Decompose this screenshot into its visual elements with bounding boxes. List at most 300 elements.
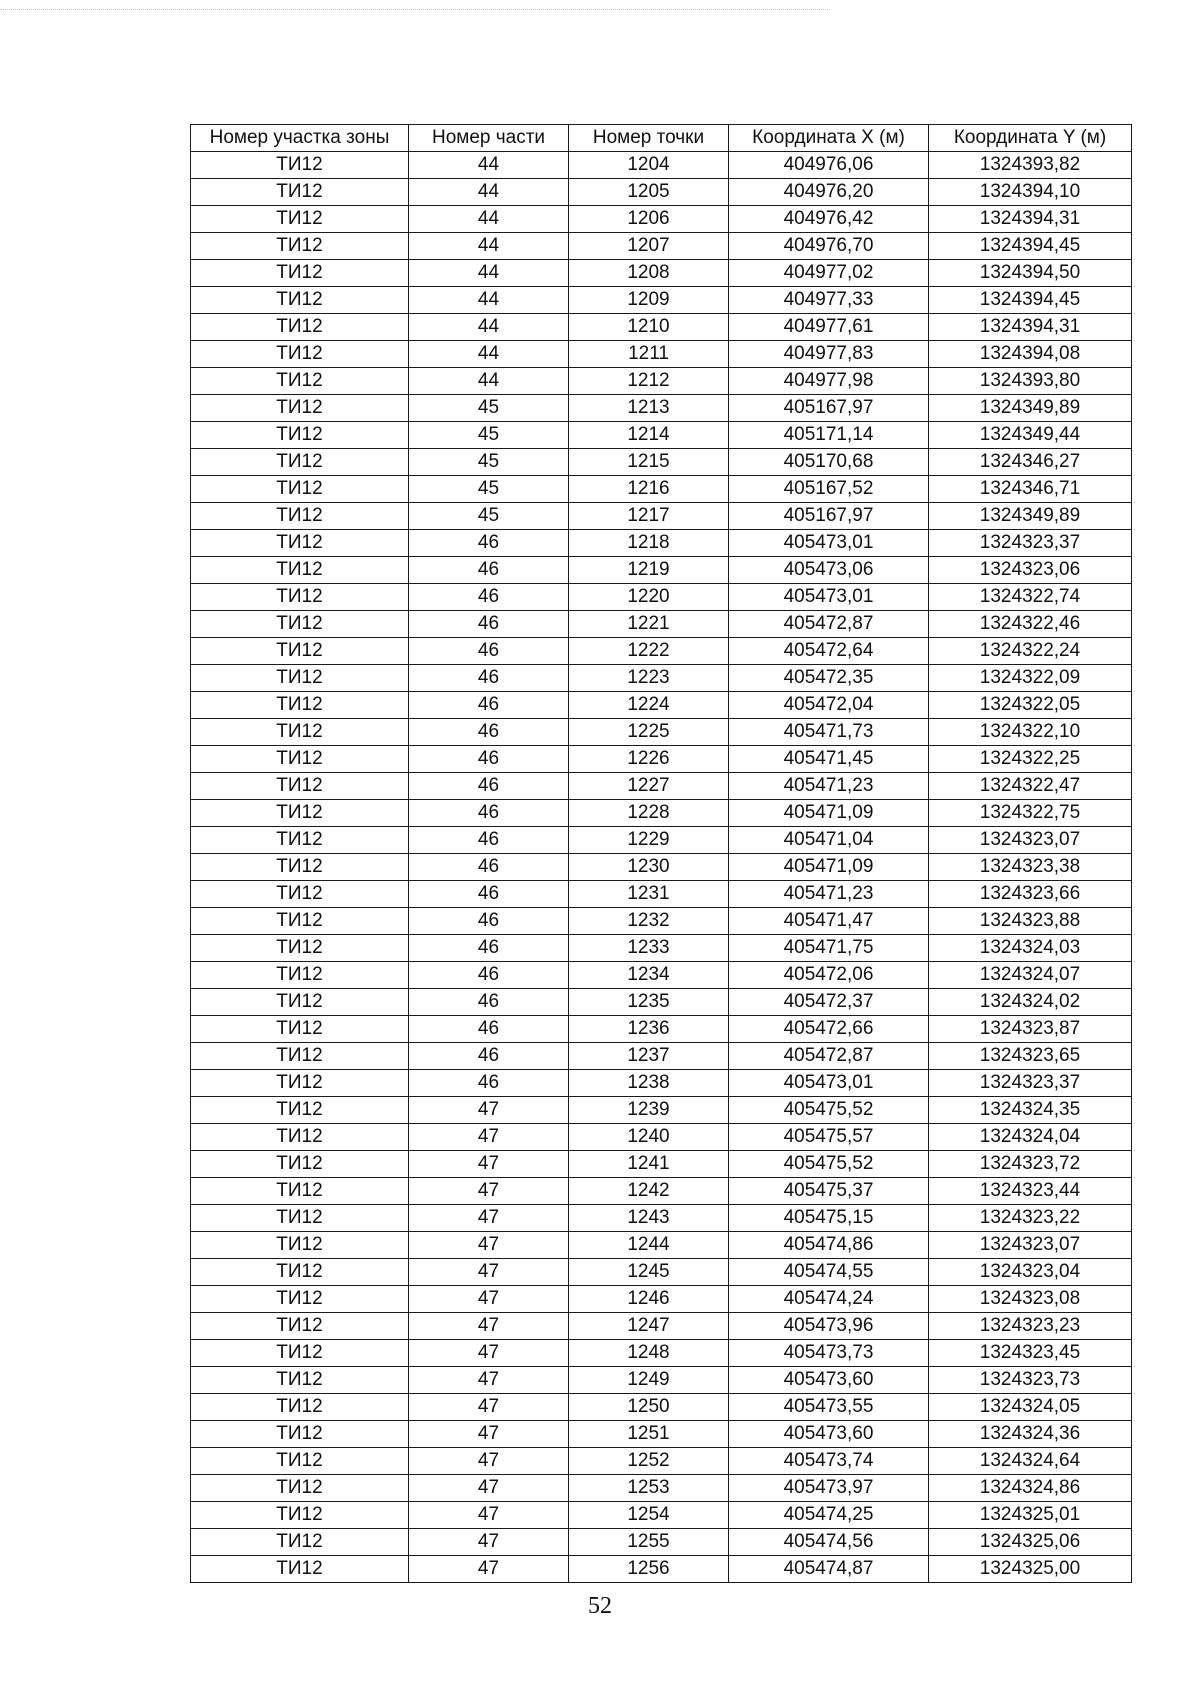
cell-point-number: 1245	[569, 1259, 729, 1286]
table-row	[191, 1556, 1132, 1583]
cell-coordinate-x: 404977,83	[729, 341, 929, 368]
cell-part-number: 46	[409, 800, 569, 827]
cell-coordinate-y: 1324323,66	[929, 881, 1132, 908]
cell-coordinate-x: 405475,37	[729, 1178, 929, 1205]
cell-zone-section: ТИ12	[191, 449, 409, 476]
cell-part-number: 44	[409, 152, 569, 179]
header-point-number: Номер точки	[569, 125, 729, 152]
cell-part-number: 47	[409, 1421, 569, 1448]
table-row	[191, 395, 1132, 422]
table-row	[191, 908, 1132, 935]
cell-coordinate-y: 1324322,05	[929, 692, 1132, 719]
cell-coordinate-y: 1324323,38	[929, 854, 1132, 881]
cell-coordinate-x: 405475,52	[729, 1151, 929, 1178]
cell-zone-section: ТИ12	[191, 1394, 409, 1421]
cell-part-number: 44	[409, 179, 569, 206]
table-body	[191, 152, 1132, 1583]
cell-zone-section: ТИ12	[191, 1556, 409, 1583]
cell-coordinate-y: 1324394,50	[929, 260, 1132, 287]
cell-point-number: 1209	[569, 287, 729, 314]
cell-zone-section: ТИ12	[191, 395, 409, 422]
cell-zone-section: ТИ12	[191, 476, 409, 503]
cell-point-number: 1204	[569, 152, 729, 179]
table-row	[191, 1016, 1132, 1043]
cell-point-number: 1253	[569, 1475, 729, 1502]
cell-zone-section: ТИ12	[191, 422, 409, 449]
cell-coordinate-y: 1324346,71	[929, 476, 1132, 503]
cell-coordinate-y: 1324323,87	[929, 1016, 1132, 1043]
cell-zone-section: ТИ12	[191, 827, 409, 854]
cell-coordinate-x: 405167,97	[729, 395, 929, 422]
cell-coordinate-y: 1324325,06	[929, 1529, 1132, 1556]
cell-coordinate-y: 1324323,08	[929, 1286, 1132, 1313]
cell-coordinate-y: 1324394,31	[929, 314, 1132, 341]
cell-point-number: 1219	[569, 557, 729, 584]
cell-coordinate-x: 405474,56	[729, 1529, 929, 1556]
cell-part-number: 46	[409, 611, 569, 638]
cell-coordinate-x: 405473,01	[729, 584, 929, 611]
cell-coordinate-y: 1324349,44	[929, 422, 1132, 449]
table-row	[191, 1286, 1132, 1313]
cell-coordinate-y: 1324324,05	[929, 1394, 1132, 1421]
cell-coordinate-x: 405471,09	[729, 854, 929, 881]
cell-zone-section: ТИ12	[191, 260, 409, 287]
cell-coordinate-y: 1324324,35	[929, 1097, 1132, 1124]
cell-part-number: 45	[409, 476, 569, 503]
cell-coordinate-x: 405471,45	[729, 746, 929, 773]
cell-coordinate-x: 405474,55	[729, 1259, 929, 1286]
cell-coordinate-x: 405473,06	[729, 557, 929, 584]
cell-point-number: 1256	[569, 1556, 729, 1583]
cell-zone-section: ТИ12	[191, 611, 409, 638]
cell-point-number: 1233	[569, 935, 729, 962]
cell-coordinate-y: 1324322,24	[929, 638, 1132, 665]
table-row	[191, 584, 1132, 611]
cell-coordinate-x: 405473,97	[729, 1475, 929, 1502]
cell-part-number: 47	[409, 1097, 569, 1124]
cell-zone-section: ТИ12	[191, 1367, 409, 1394]
cell-coordinate-x: 405475,15	[729, 1205, 929, 1232]
table-row	[191, 1070, 1132, 1097]
cell-point-number: 1244	[569, 1232, 729, 1259]
cell-part-number: 47	[409, 1529, 569, 1556]
cell-coordinate-y: 1324349,89	[929, 503, 1132, 530]
cell-coordinate-x: 405473,60	[729, 1367, 929, 1394]
cell-point-number: 1250	[569, 1394, 729, 1421]
cell-part-number: 46	[409, 773, 569, 800]
cell-coordinate-x: 405171,14	[729, 422, 929, 449]
cell-point-number: 1229	[569, 827, 729, 854]
cell-point-number: 1234	[569, 962, 729, 989]
cell-coordinate-y: 1324322,75	[929, 800, 1132, 827]
cell-point-number: 1239	[569, 1097, 729, 1124]
cell-zone-section: ТИ12	[191, 665, 409, 692]
table-row	[191, 260, 1132, 287]
table-row	[191, 692, 1132, 719]
cell-point-number: 1238	[569, 1070, 729, 1097]
table-row	[191, 638, 1132, 665]
page-number: 52	[588, 1593, 612, 1619]
table-row	[191, 287, 1132, 314]
cell-zone-section: ТИ12	[191, 854, 409, 881]
cell-part-number: 47	[409, 1448, 569, 1475]
table-row	[191, 962, 1132, 989]
cell-coordinate-x: 405473,01	[729, 1070, 929, 1097]
cell-coordinate-x: 405474,86	[729, 1232, 929, 1259]
cell-coordinate-x: 404977,33	[729, 287, 929, 314]
cell-part-number: 45	[409, 422, 569, 449]
cell-zone-section: ТИ12	[191, 584, 409, 611]
cell-point-number: 1208	[569, 260, 729, 287]
cell-coordinate-y: 1324323,06	[929, 557, 1132, 584]
cell-coordinate-y: 1324322,25	[929, 746, 1132, 773]
cell-coordinate-y: 1324325,00	[929, 1556, 1132, 1583]
cell-part-number: 46	[409, 1016, 569, 1043]
header-row	[191, 125, 1132, 152]
table-row	[191, 611, 1132, 638]
cell-coordinate-y: 1324323,72	[929, 1151, 1132, 1178]
cell-part-number: 47	[409, 1313, 569, 1340]
header-coordinate-x: Координата X (м)	[729, 125, 929, 152]
table-row	[191, 422, 1132, 449]
cell-point-number: 1220	[569, 584, 729, 611]
cell-point-number: 1243	[569, 1205, 729, 1232]
cell-coordinate-y: 1324322,10	[929, 719, 1132, 746]
table-row	[191, 1205, 1132, 1232]
cell-point-number: 1227	[569, 773, 729, 800]
cell-part-number: 47	[409, 1475, 569, 1502]
cell-coordinate-y: 1324323,07	[929, 827, 1132, 854]
cell-point-number: 1226	[569, 746, 729, 773]
cell-zone-section: ТИ12	[191, 1070, 409, 1097]
cell-point-number: 1215	[569, 449, 729, 476]
cell-point-number: 1242	[569, 1178, 729, 1205]
cell-coordinate-y: 1324324,03	[929, 935, 1132, 962]
cell-point-number: 1230	[569, 854, 729, 881]
cell-part-number: 44	[409, 314, 569, 341]
cell-part-number: 46	[409, 530, 569, 557]
cell-part-number: 44	[409, 287, 569, 314]
cell-coordinate-x: 404976,42	[729, 206, 929, 233]
cell-coordinate-x: 404976,70	[729, 233, 929, 260]
cell-coordinate-y: 1324324,07	[929, 962, 1132, 989]
cell-zone-section: ТИ12	[191, 800, 409, 827]
cell-zone-section: ТИ12	[191, 1232, 409, 1259]
table-row	[191, 881, 1132, 908]
cell-part-number: 46	[409, 719, 569, 746]
cell-coordinate-x: 405472,87	[729, 1043, 929, 1070]
cell-zone-section: ТИ12	[191, 1340, 409, 1367]
cell-part-number: 46	[409, 584, 569, 611]
table-row	[191, 1232, 1132, 1259]
cell-zone-section: ТИ12	[191, 1475, 409, 1502]
cell-point-number: 1214	[569, 422, 729, 449]
cell-point-number: 1236	[569, 1016, 729, 1043]
cell-coordinate-y: 1324324,64	[929, 1448, 1132, 1475]
cell-point-number: 1225	[569, 719, 729, 746]
cell-zone-section: ТИ12	[191, 746, 409, 773]
cell-part-number: 46	[409, 827, 569, 854]
cell-part-number: 46	[409, 989, 569, 1016]
cell-point-number: 1240	[569, 1124, 729, 1151]
cell-coordinate-x: 405471,09	[729, 800, 929, 827]
cell-zone-section: ТИ12	[191, 1097, 409, 1124]
cell-coordinate-y: 1324393,82	[929, 152, 1132, 179]
table-row	[191, 746, 1132, 773]
cell-part-number: 47	[409, 1340, 569, 1367]
cell-part-number: 46	[409, 638, 569, 665]
cell-point-number: 1241	[569, 1151, 729, 1178]
cell-part-number: 47	[409, 1232, 569, 1259]
table-row	[191, 1502, 1132, 1529]
table-row	[191, 719, 1132, 746]
cell-coordinate-x: 405473,60	[729, 1421, 929, 1448]
cell-zone-section: ТИ12	[191, 692, 409, 719]
table-row	[191, 476, 1132, 503]
cell-point-number: 1249	[569, 1367, 729, 1394]
cell-coordinate-y: 1324323,23	[929, 1313, 1132, 1340]
cell-part-number: 46	[409, 962, 569, 989]
cell-part-number: 46	[409, 935, 569, 962]
cell-coordinate-x: 405474,24	[729, 1286, 929, 1313]
table-row	[191, 368, 1132, 395]
cell-zone-section: ТИ12	[191, 1124, 409, 1151]
table-row	[191, 206, 1132, 233]
cell-part-number: 47	[409, 1205, 569, 1232]
header-zone-section: Номер участка зоны	[191, 125, 409, 152]
cell-coordinate-x: 405471,73	[729, 719, 929, 746]
coordinates-table	[190, 124, 1132, 1583]
cell-coordinate-x: 404977,02	[729, 260, 929, 287]
cell-part-number: 47	[409, 1178, 569, 1205]
cell-coordinate-x: 405475,52	[729, 1097, 929, 1124]
cell-part-number: 44	[409, 368, 569, 395]
cell-zone-section: ТИ12	[191, 1151, 409, 1178]
cell-coordinate-x: 405473,74	[729, 1448, 929, 1475]
cell-point-number: 1221	[569, 611, 729, 638]
table-row	[191, 557, 1132, 584]
cell-coordinate-y: 1324323,65	[929, 1043, 1132, 1070]
cell-point-number: 1237	[569, 1043, 729, 1070]
cell-zone-section: ТИ12	[191, 287, 409, 314]
cell-point-number: 1223	[569, 665, 729, 692]
cell-part-number: 46	[409, 1070, 569, 1097]
table-row	[191, 827, 1132, 854]
cell-part-number: 46	[409, 746, 569, 773]
cell-coordinate-y: 1324394,45	[929, 287, 1132, 314]
cell-point-number: 1222	[569, 638, 729, 665]
cell-zone-section: ТИ12	[191, 638, 409, 665]
cell-coordinate-x: 405472,35	[729, 665, 929, 692]
table-row	[191, 1124, 1132, 1151]
cell-coordinate-x: 405472,64	[729, 638, 929, 665]
cell-zone-section: ТИ12	[191, 881, 409, 908]
cell-zone-section: ТИ12	[191, 935, 409, 962]
cell-coordinate-x: 405472,04	[729, 692, 929, 719]
cell-point-number: 1224	[569, 692, 729, 719]
cell-coordinate-x: 405167,97	[729, 503, 929, 530]
cell-coordinate-y: 1324323,07	[929, 1232, 1132, 1259]
table-row	[191, 1475, 1132, 1502]
cell-point-number: 1228	[569, 800, 729, 827]
cell-part-number: 46	[409, 557, 569, 584]
cell-zone-section: ТИ12	[191, 557, 409, 584]
cell-coordinate-y: 1324323,44	[929, 1178, 1132, 1205]
cell-point-number: 1247	[569, 1313, 729, 1340]
cell-coordinate-x: 405471,47	[729, 908, 929, 935]
cell-zone-section: ТИ12	[191, 1421, 409, 1448]
cell-coordinate-x: 405471,23	[729, 881, 929, 908]
cell-zone-section: ТИ12	[191, 1178, 409, 1205]
cell-coordinate-y: 1324324,02	[929, 989, 1132, 1016]
cell-coordinate-y: 1324324,04	[929, 1124, 1132, 1151]
header-coordinate-y: Координата Y (м)	[929, 125, 1132, 152]
cell-point-number: 1212	[569, 368, 729, 395]
table-row	[191, 989, 1132, 1016]
cell-part-number: 46	[409, 854, 569, 881]
cell-coordinate-y: 1324394,45	[929, 233, 1132, 260]
cell-zone-section: ТИ12	[191, 1259, 409, 1286]
cell-zone-section: ТИ12	[191, 1529, 409, 1556]
table-row	[191, 1097, 1132, 1124]
cell-zone-section: ТИ12	[191, 773, 409, 800]
table-row	[191, 449, 1132, 476]
cell-coordinate-x: 405474,25	[729, 1502, 929, 1529]
table-row	[191, 341, 1132, 368]
cell-coordinate-x: 405472,66	[729, 1016, 929, 1043]
cell-coordinate-y: 1324346,27	[929, 449, 1132, 476]
cell-zone-section: ТИ12	[191, 314, 409, 341]
cell-point-number: 1251	[569, 1421, 729, 1448]
table-row	[191, 1367, 1132, 1394]
cell-zone-section: ТИ12	[191, 1448, 409, 1475]
cell-point-number: 1217	[569, 503, 729, 530]
table-row	[191, 773, 1132, 800]
cell-point-number: 1232	[569, 908, 729, 935]
cell-coordinate-y: 1324394,10	[929, 179, 1132, 206]
cell-zone-section: ТИ12	[191, 962, 409, 989]
cell-coordinate-x: 405475,57	[729, 1124, 929, 1151]
cell-point-number: 1255	[569, 1529, 729, 1556]
scan-top-edge	[0, 9, 830, 10]
table-row	[191, 1259, 1132, 1286]
cell-zone-section: ТИ12	[191, 989, 409, 1016]
cell-zone-section: ТИ12	[191, 530, 409, 557]
cell-coordinate-y: 1324323,37	[929, 530, 1132, 557]
cell-point-number: 1206	[569, 206, 729, 233]
cell-part-number: 46	[409, 881, 569, 908]
cell-coordinate-y: 1324323,45	[929, 1340, 1132, 1367]
cell-point-number: 1246	[569, 1286, 729, 1313]
cell-coordinate-y: 1324322,47	[929, 773, 1132, 800]
cell-part-number: 45	[409, 449, 569, 476]
table-row	[191, 854, 1132, 881]
cell-coordinate-x: 404976,06	[729, 152, 929, 179]
cell-coordinate-y: 1324323,88	[929, 908, 1132, 935]
cell-point-number: 1218	[569, 530, 729, 557]
cell-zone-section: ТИ12	[191, 1502, 409, 1529]
cell-point-number: 1216	[569, 476, 729, 503]
cell-coordinate-x: 405474,87	[729, 1556, 929, 1583]
cell-part-number: 47	[409, 1394, 569, 1421]
cell-part-number: 47	[409, 1151, 569, 1178]
cell-part-number: 47	[409, 1259, 569, 1286]
cell-zone-section: ТИ12	[191, 1313, 409, 1340]
cell-coordinate-x: 405473,55	[729, 1394, 929, 1421]
cell-point-number: 1231	[569, 881, 729, 908]
cell-part-number: 47	[409, 1502, 569, 1529]
cell-point-number: 1235	[569, 989, 729, 1016]
cell-part-number: 45	[409, 395, 569, 422]
table-row	[191, 665, 1132, 692]
table-row	[191, 1394, 1132, 1421]
cell-zone-section: ТИ12	[191, 179, 409, 206]
cell-zone-section: ТИ12	[191, 503, 409, 530]
cell-part-number: 46	[409, 908, 569, 935]
table-row	[191, 152, 1132, 179]
cell-coordinate-x: 405170,68	[729, 449, 929, 476]
cell-coordinate-y: 1324322,09	[929, 665, 1132, 692]
cell-coordinate-y: 1324322,46	[929, 611, 1132, 638]
cell-coordinate-y: 1324325,01	[929, 1502, 1132, 1529]
cell-zone-section: ТИ12	[191, 1016, 409, 1043]
cell-part-number: 46	[409, 692, 569, 719]
cell-coordinate-y: 1324323,73	[929, 1367, 1132, 1394]
cell-coordinate-y: 1324322,74	[929, 584, 1132, 611]
cell-coordinate-x: 404977,61	[729, 314, 929, 341]
cell-part-number: 47	[409, 1367, 569, 1394]
table-row	[191, 935, 1132, 962]
cell-coordinate-x: 405471,75	[729, 935, 929, 962]
cell-part-number: 44	[409, 206, 569, 233]
cell-zone-section: ТИ12	[191, 233, 409, 260]
cell-part-number: 44	[409, 233, 569, 260]
cell-coordinate-y: 1324393,80	[929, 368, 1132, 395]
table-row	[191, 1178, 1132, 1205]
cell-part-number: 47	[409, 1286, 569, 1313]
cell-zone-section: ТИ12	[191, 1205, 409, 1232]
cell-point-number: 1205	[569, 179, 729, 206]
cell-coordinate-x: 405167,52	[729, 476, 929, 503]
cell-coordinate-y: 1324323,37	[929, 1070, 1132, 1097]
cell-zone-section: ТИ12	[191, 341, 409, 368]
cell-part-number: 44	[409, 341, 569, 368]
cell-coordinate-y: 1324394,08	[929, 341, 1132, 368]
cell-coordinate-y: 1324349,89	[929, 395, 1132, 422]
table-row	[191, 503, 1132, 530]
cell-zone-section: ТИ12	[191, 908, 409, 935]
table-row	[191, 1043, 1132, 1070]
table-row	[191, 233, 1132, 260]
cell-coordinate-x: 404977,98	[729, 368, 929, 395]
table-row	[191, 1448, 1132, 1475]
table-row	[191, 1151, 1132, 1178]
table-row	[191, 1340, 1132, 1367]
cell-coordinate-y: 1324394,31	[929, 206, 1132, 233]
cell-zone-section: ТИ12	[191, 719, 409, 746]
cell-part-number: 46	[409, 665, 569, 692]
cell-coordinate-x: 405471,23	[729, 773, 929, 800]
table-header	[191, 125, 1132, 152]
cell-coordinate-y: 1324323,04	[929, 1259, 1132, 1286]
cell-coordinate-y: 1324323,22	[929, 1205, 1132, 1232]
cell-point-number: 1248	[569, 1340, 729, 1367]
cell-coordinate-x: 405472,87	[729, 611, 929, 638]
table-row	[191, 314, 1132, 341]
cell-zone-section: ТИ12	[191, 1286, 409, 1313]
table-row	[191, 1529, 1132, 1556]
table-row	[191, 530, 1132, 557]
